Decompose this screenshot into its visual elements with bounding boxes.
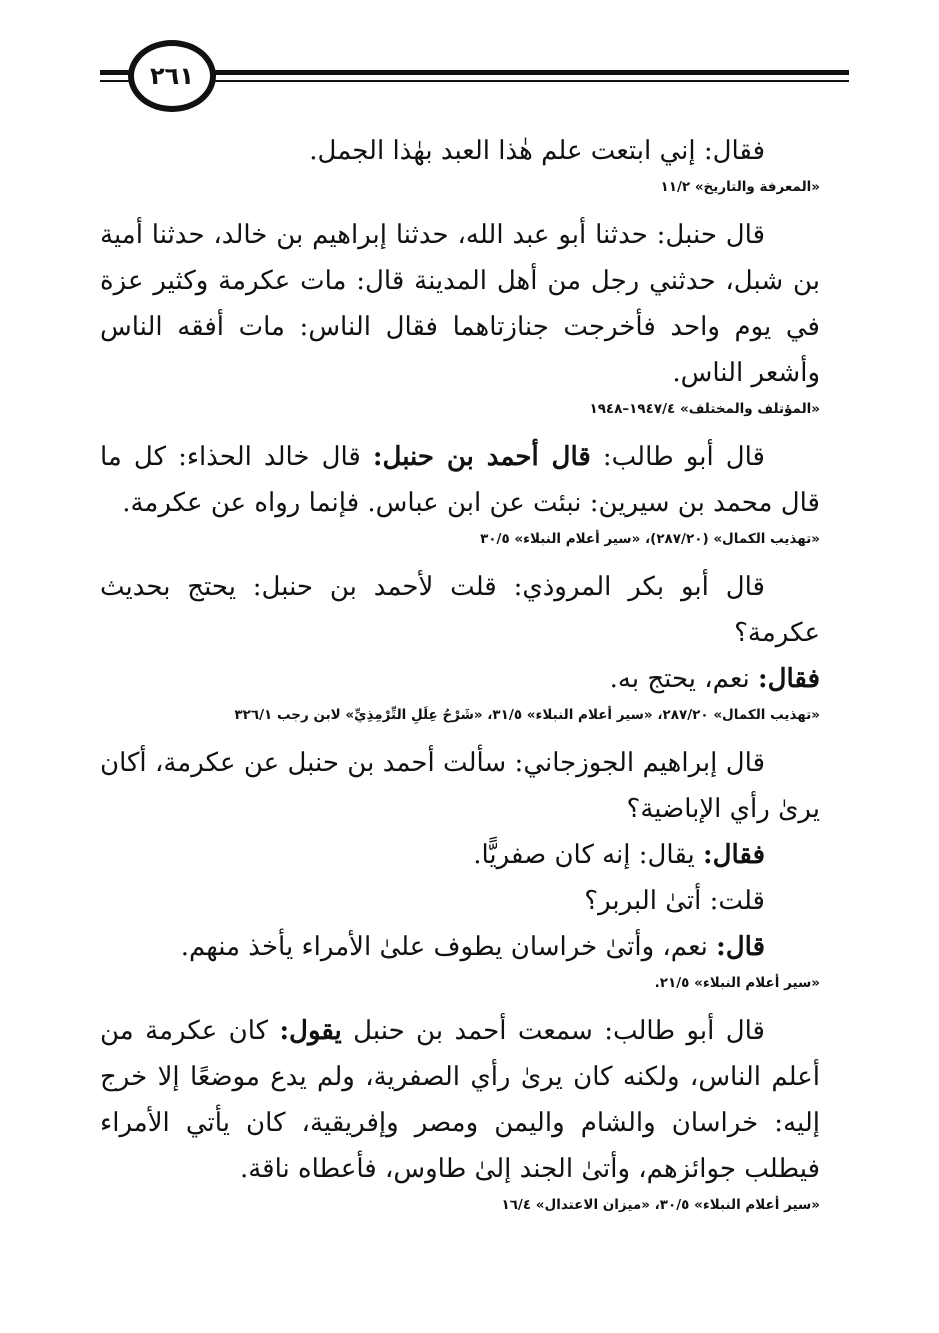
paragraph [100,128,820,174]
paragraph-text: قال إبراهيم الجوزجاني: سألت أحمد بن حنبل عن عكرمة، أكان يرىٰ رأي الإباضية؟ [100,748,820,824]
page-header [0,0,939,120]
source-citation: «سير أعلام النبلاء» ٢١/٥. [654,975,820,991]
paragraph-text: قال أبو بكر المروذي: قلت لأحمد بن حنبل: يحتج بحديث عكرمة؟ [100,572,820,648]
paragraph-text-body: قال خالد الحذاء: كل ما قال محمد بن سيرين: نبئت عن ابن عباس. فإنما رواه عن عكرمة. [100,442,820,518]
source-citation: «المعرفة والتاريخ» ١١/٢ [660,179,820,195]
speaker-label: يقول: [279,1016,342,1046]
paragraph-text-lead: قال أبو طالب: سمعت أحمد بن حنبل [341,1016,765,1046]
paragraph [100,740,820,832]
paragraph-text-body: نعم، يحتج به. [609,664,758,694]
paragraph-text-lead: قال أبو طالب: [590,442,765,472]
page-number: ٢٦١ [128,40,216,112]
source-citation: «سير أعلام النبلاء» ٣٠/٥، «ميزان الاعتدال» ١٦/٤ [501,1197,820,1213]
paragraph [100,924,820,970]
paragraph-text-body: نعم، وأتىٰ خراسان يطوف علىٰ الأمراء يأخذ منهم. [180,932,717,962]
source-citation: «المؤتلف والمختلف» ١٩٤٧/٤–١٩٤٨ [589,401,820,417]
speaker-label: فقال: [758,664,820,694]
paragraph [100,434,820,526]
paragraph-text: قال حنبل: حدثنا أبو عبد الله، حدثنا إبراهيم بن خالد، حدثنا أمية بن شبل، حدثني رجل من أهل المدينة قال: مات عكرمة وكثير عزة في يوم واحد فأخرجت جنازتاهما فقال الناس: مات أفقه الناس وأشعر الناس. [100,220,820,388]
paragraph [100,564,820,656]
speaker-label: قال أحمد بن حنبل: [372,442,591,472]
speaker-label: قال: [716,932,765,962]
paragraph-text: فقال: إني ابتعت علم هٰذا العبد بهٰذا الجمل. [309,136,765,166]
paragraph [100,656,820,702]
speaker-label: فقال: [703,840,765,870]
source-citation: «تهذيب الكمال» (٢٨٧/٢٠)، «سير أعلام النبلاء» ٣٠/٥ [480,531,820,547]
page-body [100,128,820,1230]
paragraph [100,1008,820,1192]
paragraph [100,878,820,924]
paragraph-text-body: كان عكرمة من أعلم الناس، ولكنه كان يرىٰ رأي الصفرية، ولم يدع موضعًا إلا خرج إليه: خراسان والشام واليمن ومصر وإفريقية، كان يأتي الأمراء فيطلب جوائزهم، وأتىٰ الجند إلىٰ طاوس، فأعطاه ناقة. [100,1016,820,1184]
paragraph-text: قلت: أتىٰ البربر؟ [584,886,765,916]
paragraph-text-body: يقال: إنه كان صفريًّا. [473,840,703,870]
source-citation: «تهذيب الكمال» ٢٨٧/٢٠، «سير أعلام النبلاء» ٣١/٥، «شَرْحُ عِلَلِ التِّرْمِذِيِّ» لابن رجب ٣٢٦/١ [234,707,820,723]
paragraph [100,832,820,878]
paragraph [100,212,820,396]
